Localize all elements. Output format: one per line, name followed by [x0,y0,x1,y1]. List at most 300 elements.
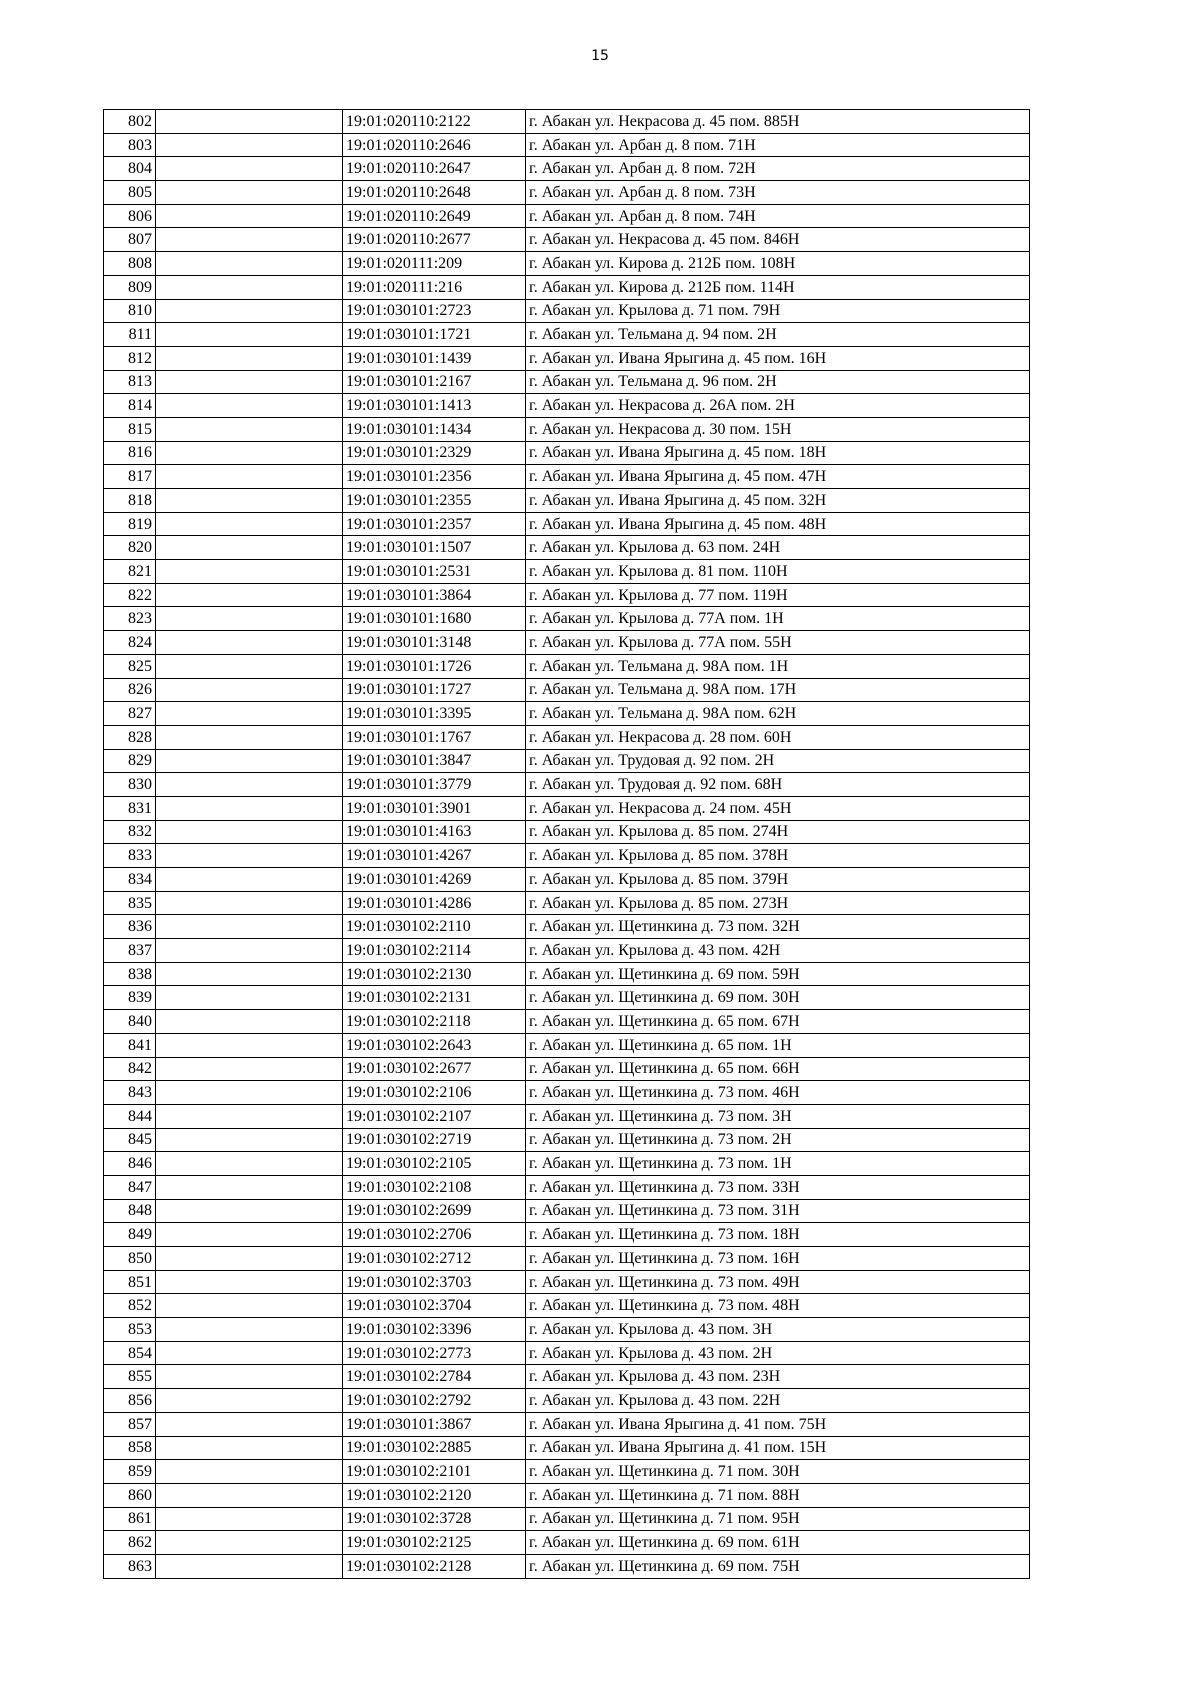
row-number-cell: 813 [104,370,156,394]
row-number-cell: 860 [104,1483,156,1507]
table-row [104,654,1030,678]
address-cell: г. Абакан ул. Крылова д. 63 пом. 24Н [526,536,1030,560]
address-cell: г. Абакан ул. Щетинкина д. 65 пом. 66Н [526,1057,1030,1081]
empty-cell [156,1294,343,1318]
row-number-cell: 844 [104,1104,156,1128]
empty-cell [156,749,343,773]
address-cell: г. Абакан ул. Трудовая д. 92 пом. 2Н [526,749,1030,773]
address-cell: г. Абакан ул. Ивана Ярыгина д. 41 пом. 15Н [526,1436,1030,1460]
empty-cell [156,536,343,560]
cadastral-number-cell: 19:01:020110:2648 [343,181,526,205]
row-number-cell: 851 [104,1270,156,1294]
address-cell: г. Абакан ул. Крылова д. 43 пом. 23Н [526,1365,1030,1389]
empty-cell [156,583,343,607]
table-row [104,868,1030,892]
cadastral-number-cell: 19:01:030101:4163 [343,820,526,844]
table-row [104,678,1030,702]
table-row [104,1057,1030,1081]
table-row [104,489,1030,513]
address-cell: г. Абакан ул. Ивана Ярыгина д. 41 пом. 75Н [526,1412,1030,1436]
row-number-cell: 826 [104,678,156,702]
row-number-cell: 815 [104,417,156,441]
row-number-cell: 835 [104,891,156,915]
row-number-cell: 836 [104,915,156,939]
empty-cell [156,299,343,323]
row-number-cell: 861 [104,1507,156,1531]
cadastral-number-cell: 19:01:030101:1439 [343,346,526,370]
cadastral-number-cell: 19:01:030101:4269 [343,868,526,892]
page-number: 15 [591,48,609,64]
empty-cell [156,1460,343,1484]
empty-cell [156,820,343,844]
table-row [104,820,1030,844]
address-cell: г. Абакан ул. Тельмана д. 94 пом. 2Н [526,323,1030,347]
empty-cell [156,725,343,749]
table-row [104,1104,1030,1128]
row-number-cell: 804 [104,157,156,181]
cadastral-number-cell: 19:01:030101:2355 [343,489,526,513]
cadastral-number-cell: 19:01:030102:2114 [343,939,526,963]
cadastral-number-cell: 19:01:030101:3395 [343,702,526,726]
address-cell: г. Абакан ул. Крылова д. 43 пом. 42Н [526,939,1030,963]
cadastral-number-cell: 19:01:030101:3148 [343,631,526,655]
table-row [104,749,1030,773]
row-number-cell: 839 [104,986,156,1010]
empty-cell [156,346,343,370]
row-number-cell: 808 [104,252,156,276]
address-cell: г. Абакан ул. Кирова д. 212Б пом. 114Н [526,275,1030,299]
empty-cell [156,1175,343,1199]
table-row [104,157,1030,181]
empty-cell [156,1483,343,1507]
address-cell: г. Абакан ул. Щетинкина д. 73 пом. 46Н [526,1081,1030,1105]
cadastral-number-cell: 19:01:030101:2356 [343,465,526,489]
cadastral-number-cell: 19:01:030101:1726 [343,654,526,678]
cadastral-number-cell: 19:01:020110:2647 [343,157,526,181]
address-cell: г. Абакан ул. Тельмана д. 98А пом. 1Н [526,654,1030,678]
row-number-cell: 834 [104,868,156,892]
address-cell: г. Абакан ул. Щетинкина д. 69 пом. 59Н [526,962,1030,986]
empty-cell [156,110,343,134]
address-cell: г. Абакан ул. Трудовая д. 92 пом. 68Н [526,773,1030,797]
empty-cell [156,1057,343,1081]
empty-cell [156,607,343,631]
empty-cell [156,844,343,868]
cadastral-number-cell: 19:01:030102:3704 [343,1294,526,1318]
cadastral-number-cell: 19:01:030102:2105 [343,1152,526,1176]
row-number-cell: 859 [104,1460,156,1484]
table-row [104,370,1030,394]
cadastral-number-cell: 19:01:030102:2699 [343,1199,526,1223]
cadastral-number-cell: 19:01:030101:3867 [343,1412,526,1436]
table-row [104,939,1030,963]
row-number-cell: 803 [104,133,156,157]
address-cell: г. Абакан ул. Щетинкина д. 65 пом. 67Н [526,1010,1030,1034]
row-number-cell: 853 [104,1318,156,1342]
address-cell: г. Абакан ул. Крылова д. 43 пом. 22Н [526,1389,1030,1413]
address-cell: г. Абакан ул. Ивана Ярыгина д. 45 пом. 32Н [526,489,1030,513]
row-number-cell: 827 [104,702,156,726]
empty-cell [156,157,343,181]
cadastral-number-cell: 19:01:030102:2643 [343,1033,526,1057]
table-row [104,1365,1030,1389]
address-cell: г. Абакан ул. Некрасова д. 28 пом. 60Н [526,725,1030,749]
row-number-cell: 828 [104,725,156,749]
table-row [104,252,1030,276]
cadastral-number-cell: 19:01:030101:1767 [343,725,526,749]
cadastral-number-cell: 19:01:030102:2120 [343,1483,526,1507]
table-row [104,773,1030,797]
empty-cell [156,394,343,418]
address-cell: г. Абакан ул. Крылова д. 85 пом. 379Н [526,868,1030,892]
address-cell: г. Абакан ул. Ивана Ярыгина д. 45 пом. 48Н [526,512,1030,536]
cadastral-number-cell: 19:01:030101:1507 [343,536,526,560]
address-cell: г. Абакан ул. Щетинкина д. 71 пом. 30Н [526,1460,1030,1484]
table-row [104,1460,1030,1484]
empty-cell [156,204,343,228]
address-cell: г. Абакан ул. Арбан д. 8 пом. 73Н [526,181,1030,205]
empty-cell [156,796,343,820]
row-number-cell: 846 [104,1152,156,1176]
row-number-cell: 838 [104,962,156,986]
cadastral-number-cell: 19:01:030102:2107 [343,1104,526,1128]
address-cell: г. Абакан ул. Щетинкина д. 73 пом. 49Н [526,1270,1030,1294]
cadastral-number-cell: 19:01:030101:2329 [343,441,526,465]
row-number-cell: 833 [104,844,156,868]
table-row [104,1436,1030,1460]
table-row [104,1412,1030,1436]
empty-cell [156,133,343,157]
table-row [104,1389,1030,1413]
address-cell: г. Абакан ул. Арбан д. 8 пом. 74Н [526,204,1030,228]
cadastral-number-cell: 19:01:030101:3901 [343,796,526,820]
address-cell: г. Абакан ул. Некрасова д. 24 пом. 45Н [526,796,1030,820]
empty-cell [156,1554,343,1578]
row-number-cell: 823 [104,607,156,631]
empty-cell [156,631,343,655]
cadastral-number-cell: 19:01:020110:2677 [343,228,526,252]
cadastral-number-cell: 19:01:020111:209 [343,252,526,276]
table-row [104,986,1030,1010]
address-cell: г. Абакан ул. Крылова д. 77А пом. 1Н [526,607,1030,631]
address-cell: г. Абакан ул. Арбан д. 8 пом. 71Н [526,133,1030,157]
address-cell: г. Абакан ул. Тельмана д. 96 пом. 2Н [526,370,1030,394]
empty-cell [156,1531,343,1555]
cadastral-number-cell: 19:01:030102:2106 [343,1081,526,1105]
table-row [104,1294,1030,1318]
cadastral-number-cell: 19:01:030101:4286 [343,891,526,915]
table-row [104,1318,1030,1342]
cadastral-number-cell: 19:01:030102:2712 [343,1247,526,1271]
table-row [104,725,1030,749]
empty-cell [156,323,343,347]
empty-cell [156,915,343,939]
row-number-cell: 854 [104,1341,156,1365]
property-table [103,109,1030,1579]
table-row [104,465,1030,489]
empty-cell [156,275,343,299]
empty-cell [156,489,343,513]
cadastral-number-cell: 19:01:030102:2677 [343,1057,526,1081]
cadastral-number-cell: 19:01:030102:3396 [343,1318,526,1342]
row-number-cell: 863 [104,1554,156,1578]
empty-cell [156,1270,343,1294]
cadastral-number-cell: 19:01:020110:2122 [343,110,526,134]
empty-cell [156,1507,343,1531]
row-number-cell: 848 [104,1199,156,1223]
row-number-cell: 810 [104,299,156,323]
row-number-cell: 824 [104,631,156,655]
table-row [104,560,1030,584]
cadastral-number-cell: 19:01:030102:2128 [343,1554,526,1578]
row-number-cell: 845 [104,1128,156,1152]
table-row [104,844,1030,868]
row-number-cell: 829 [104,749,156,773]
cadastral-number-cell: 19:01:020110:2646 [343,133,526,157]
address-cell: г. Абакан ул. Щетинкина д. 73 пом. 32Н [526,915,1030,939]
row-number-cell: 850 [104,1247,156,1271]
table-row [104,394,1030,418]
empty-cell [156,986,343,1010]
table-row [104,228,1030,252]
row-number-cell: 809 [104,275,156,299]
row-number-cell: 858 [104,1436,156,1460]
row-number-cell: 856 [104,1389,156,1413]
cadastral-number-cell: 19:01:030101:2167 [343,370,526,394]
cadastral-number-cell: 19:01:030102:2784 [343,1365,526,1389]
row-number-cell: 832 [104,820,156,844]
row-number-cell: 852 [104,1294,156,1318]
cadastral-number-cell: 19:01:030101:2531 [343,560,526,584]
cadastral-number-cell: 19:01:030102:3728 [343,1507,526,1531]
address-cell: г. Абакан ул. Щетинкина д. 69 пом. 61Н [526,1531,1030,1555]
empty-cell [156,1247,343,1271]
cadastral-number-cell: 19:01:030102:2792 [343,1389,526,1413]
empty-cell [156,939,343,963]
cadastral-number-cell: 19:01:030102:2131 [343,986,526,1010]
cadastral-number-cell: 19:01:030101:3864 [343,583,526,607]
empty-cell [156,441,343,465]
empty-cell [156,1010,343,1034]
row-number-cell: 821 [104,560,156,584]
cadastral-number-cell: 19:01:030101:2723 [343,299,526,323]
table-row [104,962,1030,986]
empty-cell [156,1412,343,1436]
table-row [104,1531,1030,1555]
empty-cell [156,1128,343,1152]
empty-cell [156,773,343,797]
cadastral-number-cell: 19:01:030102:2885 [343,1436,526,1460]
address-cell: г. Абакан ул. Щетинкина д. 71 пом. 88Н [526,1483,1030,1507]
row-number-cell: 816 [104,441,156,465]
table-row [104,441,1030,465]
empty-cell [156,1199,343,1223]
row-number-cell: 822 [104,583,156,607]
address-cell: г. Абакан ул. Крылова д. 77 пом. 119Н [526,583,1030,607]
row-number-cell: 831 [104,796,156,820]
address-cell: г. Абакан ул. Щетинкина д. 65 пом. 1Н [526,1033,1030,1057]
row-number-cell: 857 [104,1412,156,1436]
row-number-cell: 840 [104,1010,156,1034]
table-row [104,702,1030,726]
cadastral-number-cell: 19:01:030101:1434 [343,417,526,441]
empty-cell [156,417,343,441]
empty-cell [156,181,343,205]
cadastral-number-cell: 19:01:030101:3779 [343,773,526,797]
empty-cell [156,891,343,915]
address-cell: г. Абакан ул. Щетинкина д. 73 пом. 2Н [526,1128,1030,1152]
table-row [104,1152,1030,1176]
cadastral-number-cell: 19:01:030101:2357 [343,512,526,536]
address-cell: г. Абакан ул. Ивана Ярыгина д. 45 пом. 16Н [526,346,1030,370]
address-cell: г. Абакан ул. Крылова д. 81 пом. 110Н [526,560,1030,584]
address-cell: г. Абакан ул. Кирова д. 212Б пом. 108Н [526,252,1030,276]
address-cell: г. Абакан ул. Тельмана д. 98А пом. 17Н [526,678,1030,702]
empty-cell [156,1436,343,1460]
table-row [104,583,1030,607]
table-row [104,181,1030,205]
address-cell: г. Абакан ул. Некрасова д. 45 пом. 846Н [526,228,1030,252]
empty-cell [156,1033,343,1057]
cadastral-number-cell: 19:01:030102:2773 [343,1341,526,1365]
property-table-body [104,110,1030,1579]
address-cell: г. Абакан ул. Некрасова д. 30 пом. 15Н [526,417,1030,441]
address-cell: г. Абакан ул. Тельмана д. 98А пом. 62Н [526,702,1030,726]
address-cell: г. Абакан ул. Щетинкина д. 73 пом. 16Н [526,1247,1030,1271]
row-number-cell: 812 [104,346,156,370]
table-row [104,891,1030,915]
empty-cell [156,962,343,986]
address-cell: г. Абакан ул. Ивана Ярыгина д. 45 пом. 18Н [526,441,1030,465]
row-number-cell: 820 [104,536,156,560]
empty-cell [156,868,343,892]
row-number-cell: 806 [104,204,156,228]
cadastral-number-cell: 19:01:030102:2719 [343,1128,526,1152]
table-row [104,417,1030,441]
address-cell: г. Абакан ул. Щетинкина д. 73 пом. 3Н [526,1104,1030,1128]
table-row [104,1033,1030,1057]
table-row [104,275,1030,299]
empty-cell [156,465,343,489]
table-row [104,1199,1030,1223]
row-number-cell: 811 [104,323,156,347]
address-cell: г. Абакан ул. Щетинкина д. 73 пом. 1Н [526,1152,1030,1176]
table-row [104,915,1030,939]
empty-cell [156,1104,343,1128]
empty-cell [156,1365,343,1389]
cadastral-number-cell: 19:01:030102:2110 [343,915,526,939]
address-cell: г. Абакан ул. Ивана Ярыгина д. 45 пом. 47Н [526,465,1030,489]
table-row [104,1270,1030,1294]
table-row [104,133,1030,157]
cadastral-number-cell: 19:01:030102:2130 [343,962,526,986]
empty-cell [156,1341,343,1365]
row-number-cell: 847 [104,1175,156,1199]
table-row [104,1175,1030,1199]
table-row [104,299,1030,323]
cadastral-number-cell: 19:01:030101:3847 [343,749,526,773]
empty-cell [156,512,343,536]
table-row [104,1554,1030,1578]
table-row [104,796,1030,820]
address-cell: г. Абакан ул. Щетинкина д. 71 пом. 95Н [526,1507,1030,1531]
row-number-cell: 862 [104,1531,156,1555]
cadastral-number-cell: 19:01:030102:2706 [343,1223,526,1247]
address-cell: г. Абакан ул. Крылова д. 77А пом. 55Н [526,631,1030,655]
cadastral-number-cell: 19:01:030102:3703 [343,1270,526,1294]
empty-cell [156,1223,343,1247]
address-cell: г. Абакан ул. Щетинкина д. 73 пом. 31Н [526,1199,1030,1223]
cadastral-number-cell: 19:01:030101:1727 [343,678,526,702]
address-cell: г. Абакан ул. Крылова д. 71 пом. 79Н [526,299,1030,323]
table-row [104,1507,1030,1531]
table-row [104,1128,1030,1152]
address-cell: г. Абакан ул. Щетинкина д. 73 пом. 48Н [526,1294,1030,1318]
table-row [104,1081,1030,1105]
table-row [104,346,1030,370]
cadastral-number-cell: 19:01:020111:216 [343,275,526,299]
cadastral-number-cell: 19:01:030101:4267 [343,844,526,868]
row-number-cell: 802 [104,110,156,134]
row-number-cell: 830 [104,773,156,797]
address-cell: г. Абакан ул. Некрасова д. 45 пом. 885Н [526,110,1030,134]
table-row [104,1223,1030,1247]
empty-cell [156,1389,343,1413]
empty-cell [156,1152,343,1176]
table-row [104,1483,1030,1507]
table-row [104,1010,1030,1034]
empty-cell [156,560,343,584]
address-cell: г. Абакан ул. Арбан д. 8 пом. 72Н [526,157,1030,181]
row-number-cell: 817 [104,465,156,489]
table-row [104,536,1030,560]
cadastral-number-cell: 19:01:020110:2649 [343,204,526,228]
row-number-cell: 837 [104,939,156,963]
row-number-cell: 841 [104,1033,156,1057]
empty-cell [156,654,343,678]
empty-cell [156,702,343,726]
table-row [104,1247,1030,1271]
row-number-cell: 842 [104,1057,156,1081]
address-cell: г. Абакан ул. Крылова д. 85 пом. 274Н [526,820,1030,844]
empty-cell [156,228,343,252]
address-cell: г. Абакан ул. Щетинкина д. 73 пом. 33Н [526,1175,1030,1199]
table-row [104,631,1030,655]
address-cell: г. Абакан ул. Крылова д. 85 пом. 273Н [526,891,1030,915]
row-number-cell: 818 [104,489,156,513]
table-row [104,1341,1030,1365]
empty-cell [156,1081,343,1105]
address-cell: г. Абакан ул. Щетинкина д. 69 пом. 75Н [526,1554,1030,1578]
empty-cell [156,1318,343,1342]
cadastral-number-cell: 19:01:030102:2101 [343,1460,526,1484]
table-row [104,204,1030,228]
row-number-cell: 807 [104,228,156,252]
cadastral-number-cell: 19:01:030102:2108 [343,1175,526,1199]
cadastral-number-cell: 19:01:030102:2125 [343,1531,526,1555]
row-number-cell: 849 [104,1223,156,1247]
row-number-cell: 825 [104,654,156,678]
row-number-cell: 819 [104,512,156,536]
row-number-cell: 805 [104,181,156,205]
address-cell: г. Абакан ул. Некрасова д. 26А пом. 2Н [526,394,1030,418]
cadastral-number-cell: 19:01:030102:2118 [343,1010,526,1034]
table-row [104,607,1030,631]
table-row [104,110,1030,134]
cadastral-number-cell: 19:01:030101:1721 [343,323,526,347]
table-row [104,323,1030,347]
empty-cell [156,370,343,394]
